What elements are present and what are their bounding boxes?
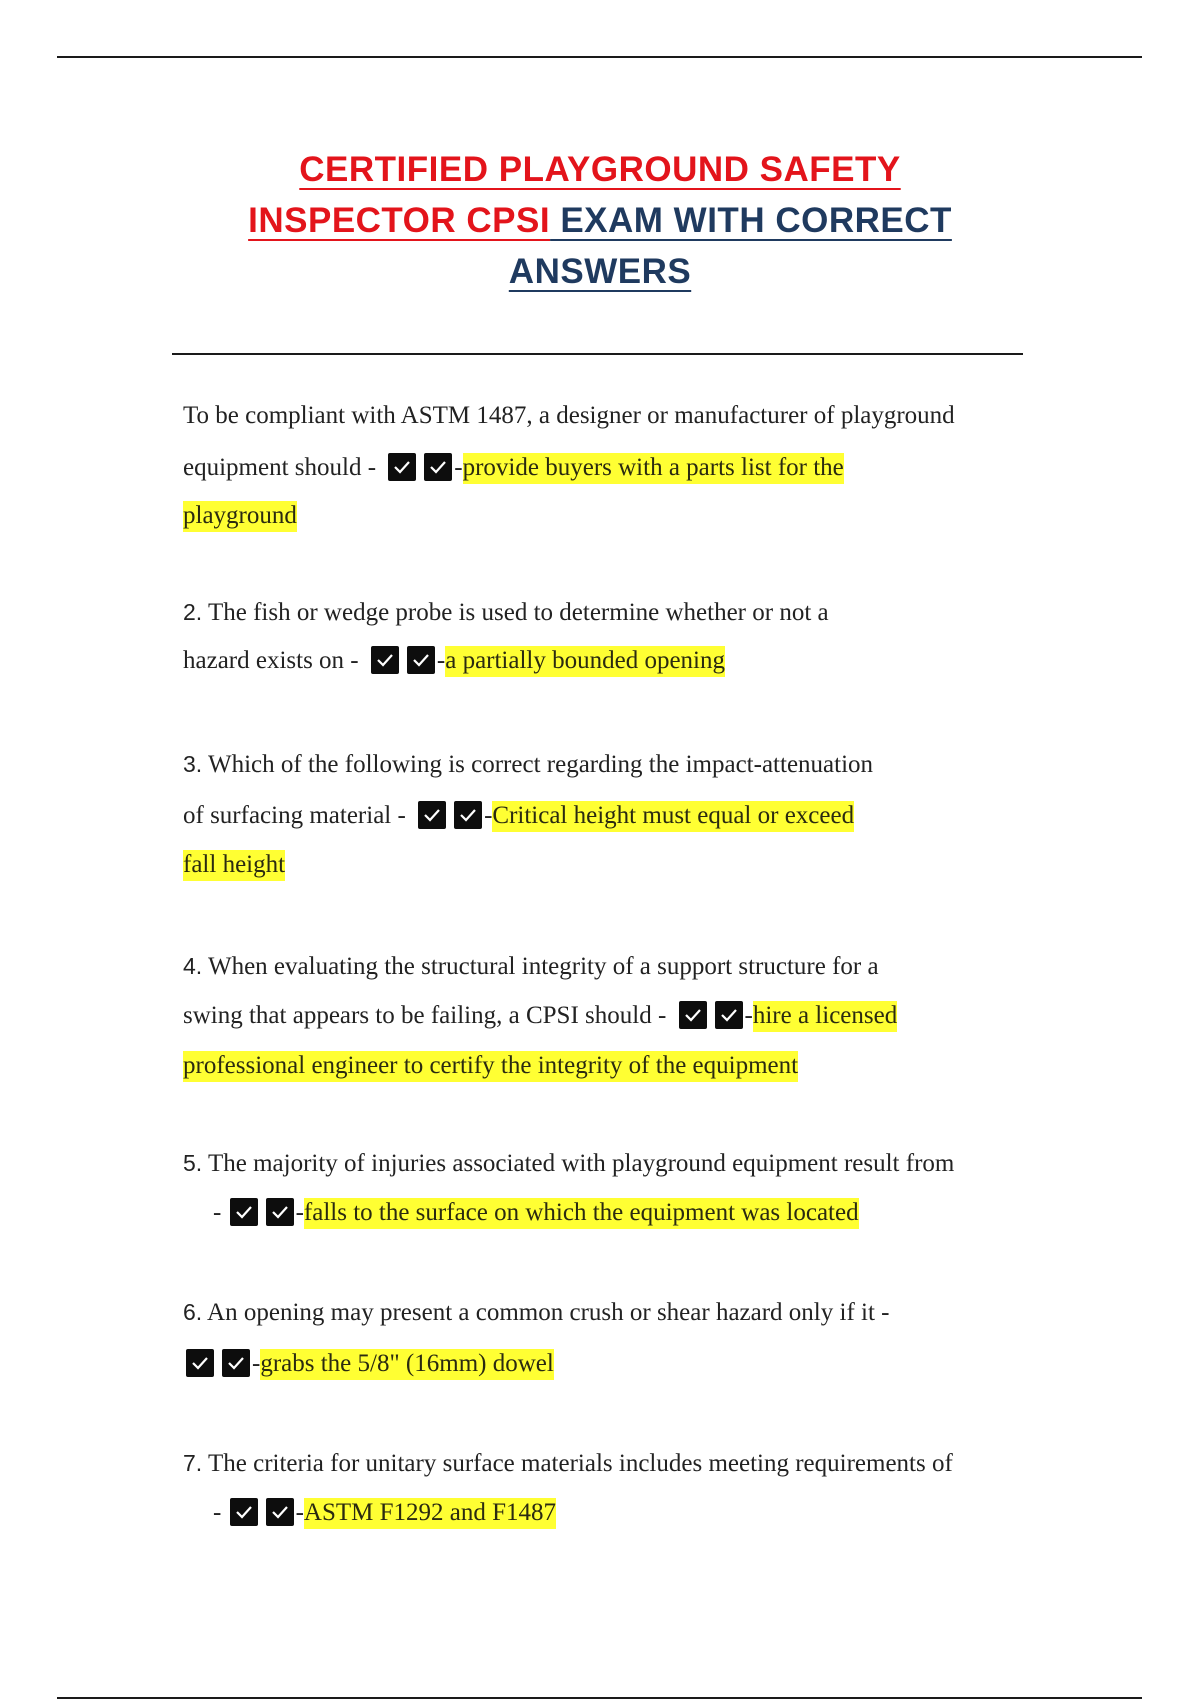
question-4-line-3 [183, 1050, 798, 1082]
answer-highlight: a partially bounded opening [445, 646, 725, 677]
check-group [388, 452, 454, 484]
question-text: swing that appears to be failing, a CPSI should - [183, 1002, 667, 1029]
check-box-icon [679, 1001, 707, 1029]
title-red-part: CERTIFIED PLAYGROUND SAFETY [299, 150, 901, 189]
question-6-line-1 [183, 1296, 890, 1329]
question-text: To be compliant with ASTM 1487, a designer or manufacturer of playground [183, 402, 955, 429]
check-box-icon [186, 1349, 214, 1377]
question-4-line-1 [183, 950, 879, 983]
check-group [230, 1497, 296, 1529]
title-navy-part: EXAM WITH CORRECT [550, 201, 952, 240]
check-group [418, 800, 484, 832]
question-text: The fish or wedge probe is used to determine whether or not a [202, 599, 829, 626]
question-number: 2. [183, 599, 203, 625]
question-2-line-2: hazard exists on - -a partially bounded opening [183, 645, 725, 677]
question-5-line-1 [183, 1147, 954, 1180]
title-red-part: INSPECTOR CPSI [248, 201, 551, 240]
question-4-line-2: swing that appears to be failing, a CPSI should - -hire a licensed [183, 1000, 897, 1032]
answer-highlight: hire a licensed [753, 1001, 897, 1032]
question-text: The majority of injuries associated with playground equipment result from [202, 1150, 955, 1177]
check-box-icon [230, 1498, 258, 1526]
question-1-line-1 [183, 400, 955, 432]
document-title-line-3 [0, 252, 1200, 292]
question-number: 6. [183, 1299, 203, 1325]
question-7-line-1 [183, 1447, 953, 1480]
question-number: 4. [183, 953, 203, 979]
check-box-icon [407, 646, 435, 674]
answer-highlight: grabs the 5/8" (16mm) dowel [260, 1349, 553, 1380]
check-box-icon [715, 1001, 743, 1029]
question-7-line-2: - -ASTM F1292 and F1487 [213, 1497, 556, 1529]
question-text: An opening may present a common crush or shear hazard only if it - [202, 1299, 890, 1326]
check-box-icon [454, 801, 482, 829]
check-box-icon [222, 1349, 250, 1377]
question-3-line-1 [183, 748, 873, 781]
title-navy-part: ANSWERS [508, 252, 692, 291]
check-box-icon [418, 801, 446, 829]
question-3-line-3 [183, 849, 285, 881]
question-1-line-3 [183, 500, 297, 532]
question-text: When evaluating the structural integrity of a support structure for a [202, 953, 879, 980]
answer-highlight: fall height [183, 850, 285, 881]
check-box-icon [388, 453, 416, 481]
question-text: equipment should - [183, 454, 377, 481]
question-3-line-2: of surfacing material - -Critical height must equal or exceed [183, 800, 854, 832]
question-text: The criteria for unitary surface materials includes meeting requirements of [202, 1450, 953, 1477]
question-number: 3. [183, 751, 203, 777]
question-text: Which of the following is correct regarding the impact-attenuation [202, 751, 874, 778]
question-number: 5. [183, 1150, 203, 1176]
bottom-page-rule [57, 1697, 1142, 1699]
question-5-line-2: - -falls to the surface on which the equipment was located [213, 1197, 859, 1229]
answer-highlight: playground [183, 501, 297, 532]
check-box-icon [424, 453, 452, 481]
answer-highlight: professional engineer to certify the integrity of the equipment [183, 1051, 798, 1082]
question-text: - [213, 1499, 222, 1526]
check-group [371, 645, 437, 677]
question-text: hazard exists on - [183, 647, 359, 674]
top-page-rule [57, 56, 1142, 58]
check-box-icon [230, 1198, 258, 1226]
question-6-line-2: -grabs the 5/8" (16mm) dowel [186, 1348, 554, 1380]
question-text: - [213, 1199, 222, 1226]
question-2-line-1 [183, 596, 829, 629]
question-1-line-2: equipment should - -provide buyers with a parts list for the [183, 452, 844, 484]
document-title-line-1 [0, 150, 1200, 190]
title-separator-rule [172, 353, 1023, 355]
check-box-icon [371, 646, 399, 674]
question-number: 7. [183, 1450, 203, 1476]
answer-highlight: ASTM F1292 and F1487 [304, 1498, 556, 1529]
check-group [186, 1348, 252, 1380]
answer-highlight: falls to the surface on which the equipment was located [304, 1198, 859, 1229]
check-box-icon [266, 1498, 294, 1526]
check-group [679, 1000, 745, 1032]
question-text: of surfacing material - [183, 802, 406, 829]
document-title-line-2 [0, 201, 1200, 241]
answer-highlight: Critical height must equal or exceed [492, 801, 854, 832]
check-box-icon [266, 1198, 294, 1226]
answer-highlight: provide buyers with a parts list for the [463, 453, 844, 484]
check-group [230, 1197, 296, 1229]
